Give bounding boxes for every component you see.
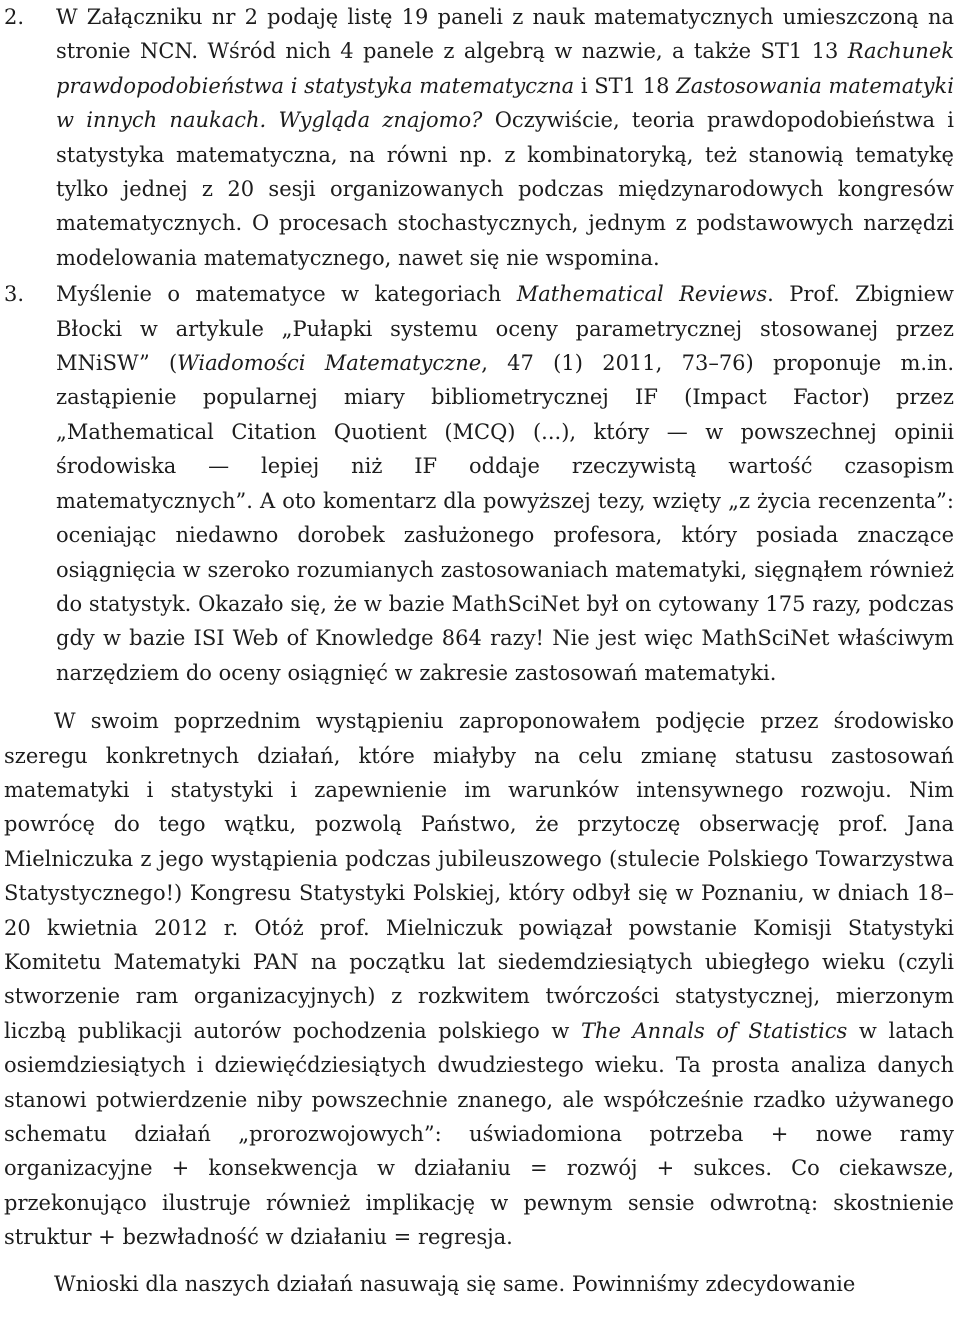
list-item-3	[4, 277, 954, 690]
list-item-2	[4, 0, 954, 275]
body-paragraph: Wnioski dla naszych działań nasuwają się same. Powinniśmy zdecydowanie	[54, 1271, 856, 1296]
body-paragraph: W swoim poprzednim wystąpieniu zaproponowałem podjęcie przez środowisko szeregu konkretnych działań, które miałyby na celu zmianę statusu zastosowań matematyki i statystyki i zapewnienie im warunków intensywnego rozwoju. Nim powrócę do tego wątku, pozwolą Państwo, że przytoczę obserwację prof. Jana Mielniczuka z jego wystąpienia podczas jubileuszowego (stulecie Polskiego Towarzystwa Statystycznego!) Kongresu Statystyki Polskiej, który odbył się w Poznaniu, w dniach 18–20 kwietnia 2012 r. Otóż prof. Mielniczuk powiązał powstanie Komisji Statystyki Komitetu Matematyki PAN na początku lat siedemdziesiątych ubiegłego wieku (czyli stworzenie ram organizacyjnych) z rozkwitem twórczości statystycznej, mierzonym liczbą publikacji autorów pochodzenia polskiego w The Annals of Statistics w latach osiemdziesiątych i dziewięćdziesiątych dwudziestego wieku. Ta prosta analiza danych stanowi potwierdzenie niby powszechnie znanego, ale współcześnie rzadko używanego schematu działań „prorozwojowych”: uświadomiona potrzeba + nowe ramy organizacyjne + konsekwencja w działaniu = rozwój + sukces. Co ciekawsze, przekonująco ilustruje również implikację w pewnym sensie odwrotną: skostnienie struktur + bezwładność w działaniu = regresja.	[4, 709, 954, 1250]
list-item-text: W Załączniku nr 2 podaję listę 19 paneli z nauk matematycznych umieszczoną na stronie NCN. Wśród nich 4 panele z algebrą w nazwie, a także ST1 13 Rachunek prawdopodobieństwa i statystyka matematyczna i ST1 18 Zastosowania matematyki w innych naukach. Wygląda znajomo? Oczywiście, teoria prawdopodobieństwa i statystyka matematyczna, na równi np. z kombinatoryką, też stanowią tematykę tylko jednej z 20 sesji organizowanych podczas międzynarodowych kongresów matematycznych. O procesach stochastycznych, jednym z podstawowych narzędzi modelowania matematycznego, nawet się nie wspomina.	[56, 5, 955, 270]
list-item-text: Myślenie o matematyce w kategoriach Mathematical Reviews. Prof. Zbigniew Błocki w artykule „Pułapki systemu oceny parametrycznej stosowanej przez MNiSW” (Wiadomości Matematyczne, 47 (1) 2011, 73–76) proponuje m.in. zastąpienie popularnej miary bibliometrycznej IF (Impact Factor) przez „Mathematical Citation Quotient (MCQ) (...), który — w powszechnej opinii środowiska — lepiej niż IF oddaje rzeczywistą wartość czasopism matematycznych”. A oto komentarz dla powyższej tezy, wzięty „z życia recenzenta”: oceniając niedawno dorobek zasłużonego profesora, który posiada znaczące osiągnięcia w szeroko rozumianych zastosowaniach matematyki, sięgnąłem również do statystyk. Okazało się, że w bazie MathSciNet był on cytowany 175 razy, podczas gdy w bazie ISI Web of Knowledge 864 razy! Nie jest więc MathSciNet właściwym narzędziem do oceny osiągnięć w zakresie zastosowań matematyki.	[56, 282, 955, 685]
list-item-number: 2.	[4, 5, 25, 29]
list-item-number: 3.	[4, 282, 25, 307]
